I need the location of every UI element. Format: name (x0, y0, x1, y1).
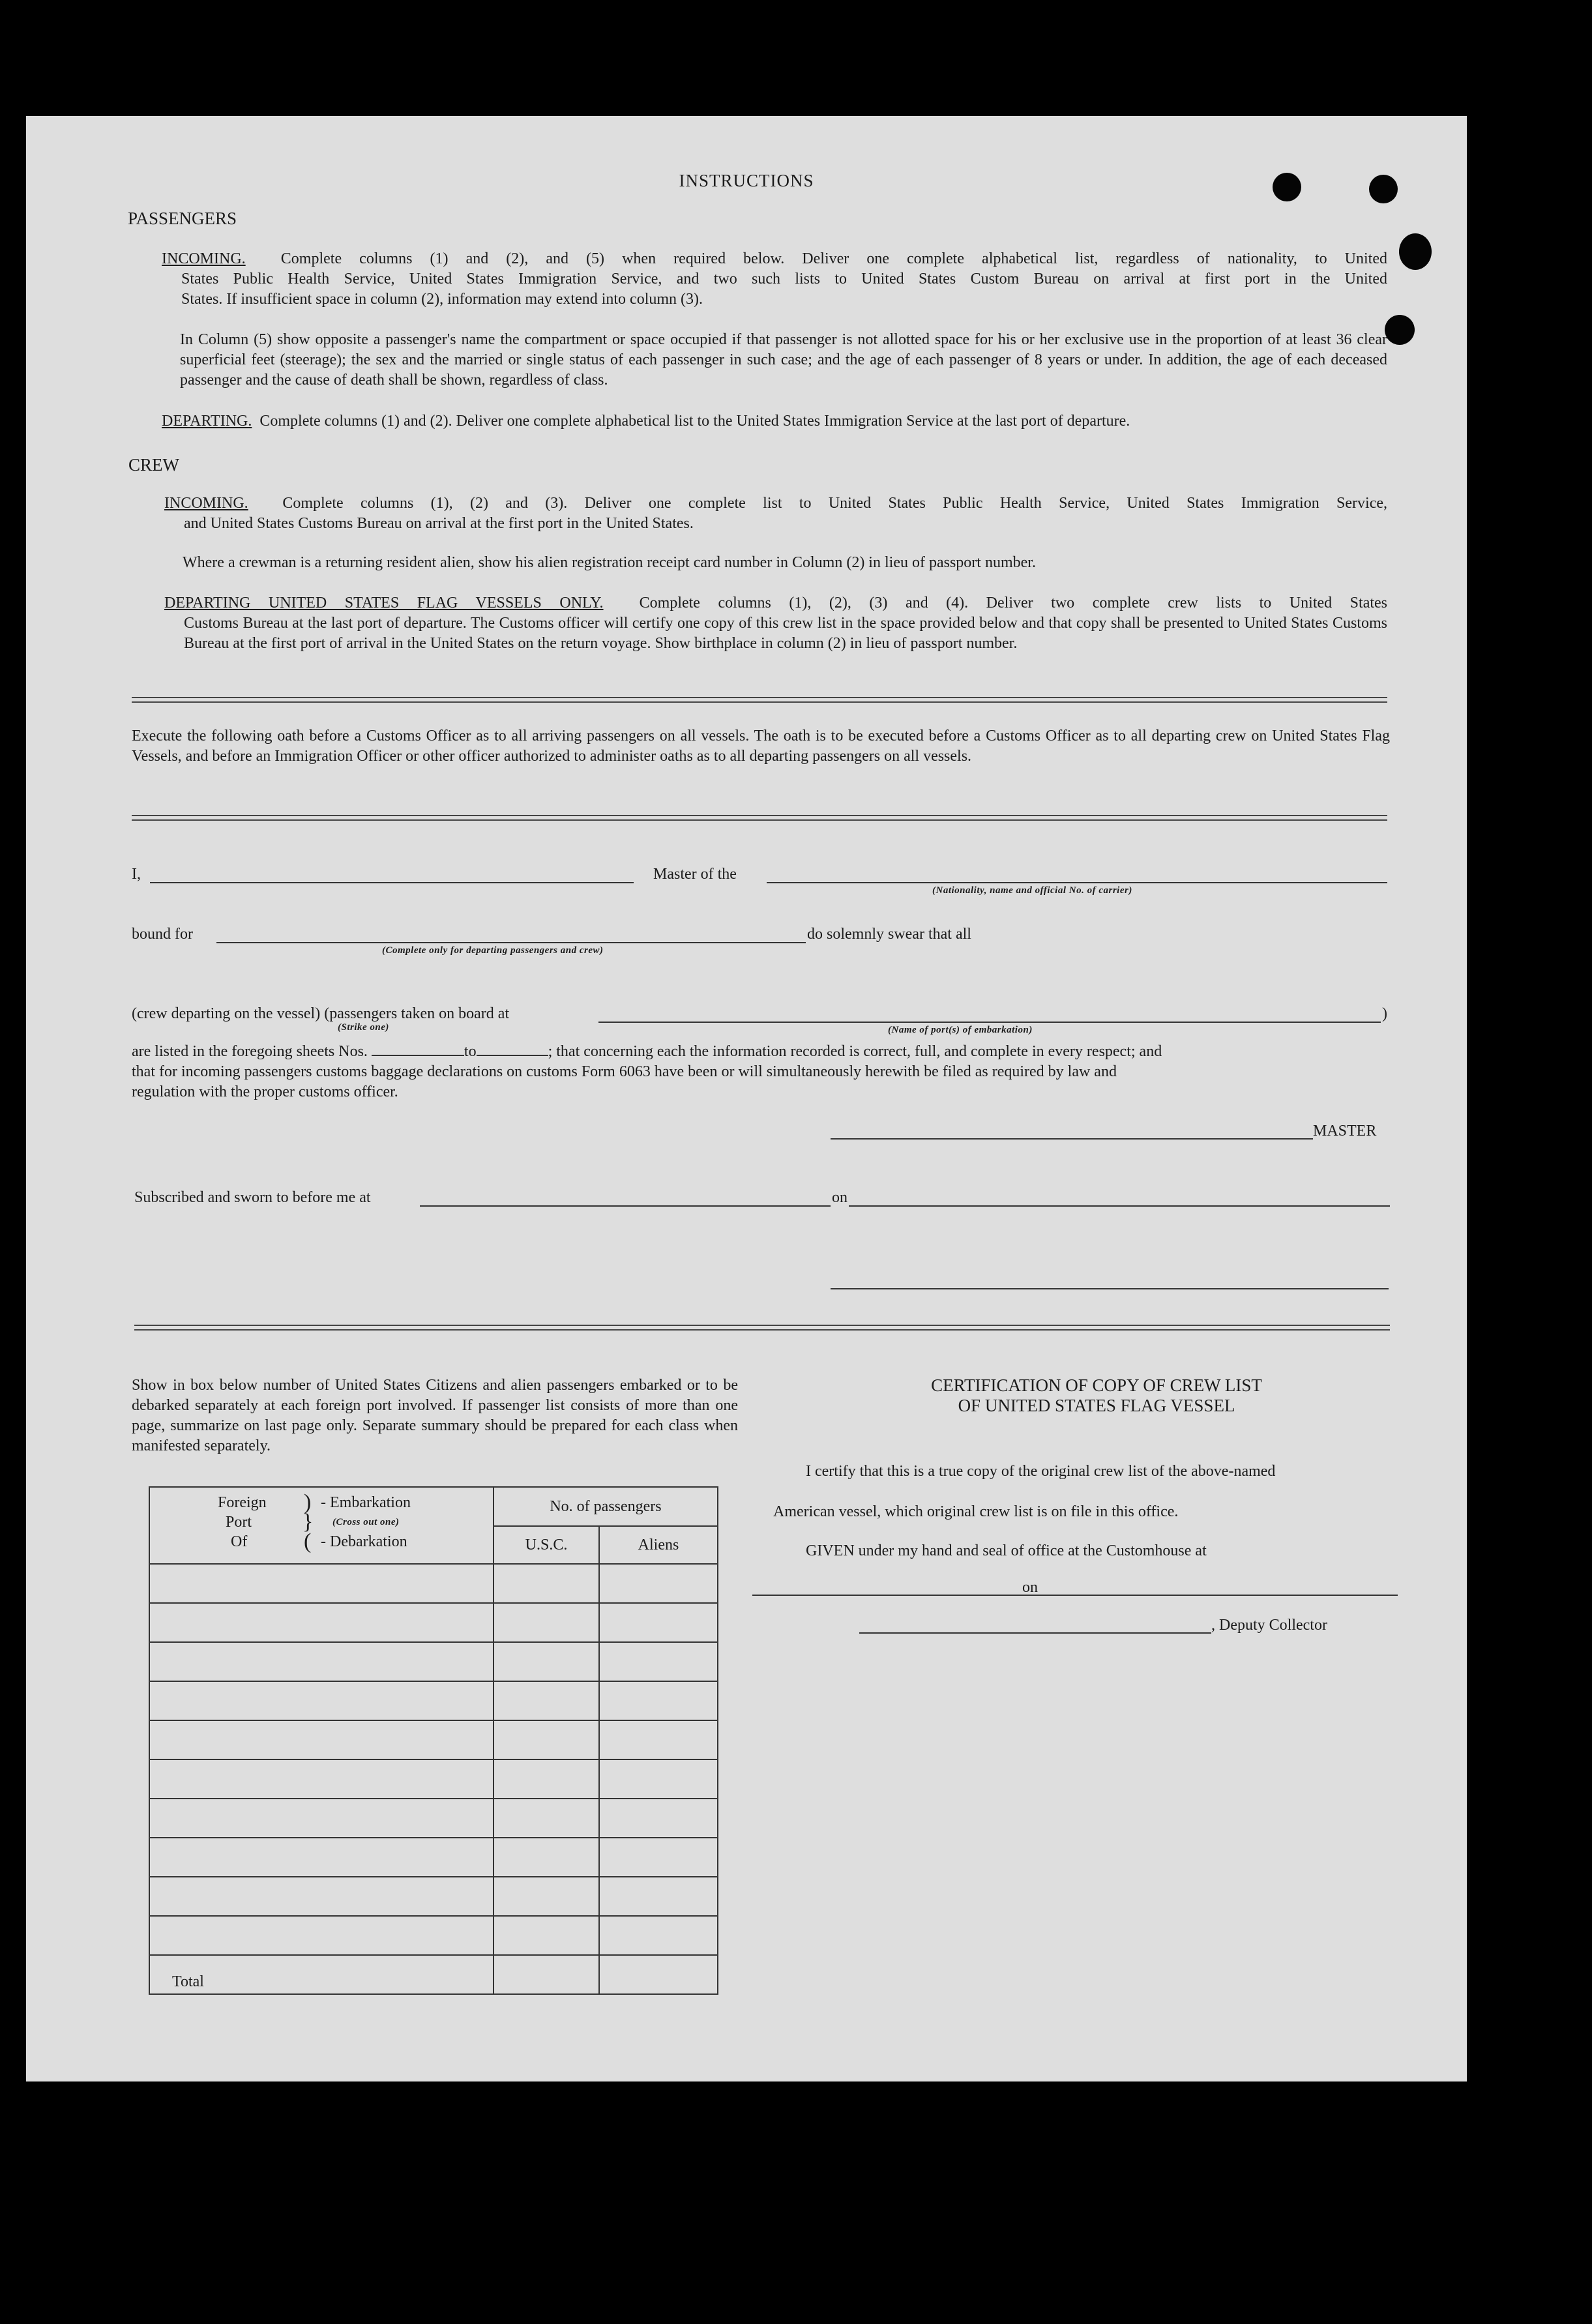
crew-passengers-label: (crew departing on the vessel) (passengers taken on board at (132, 1005, 510, 1022)
crew-incoming-line1: Complete columns (1), (2) and (3). Deliver one complete list to United States Public Health Service, United States Immigration Service, (282, 495, 1388, 512)
crew-incoming-label: INCOMING. (164, 495, 248, 512)
bound-for-hint: (Complete only for departing passengers and crew) (382, 945, 604, 956)
certification-line2: American vessel, which original crew list is on file in this office. (773, 1503, 1179, 1520)
certification-line3: GIVEN under my hand and seal of office at the Customhouse at (806, 1542, 1207, 1559)
form-page (26, 116, 1467, 2081)
brace-icon: ) (304, 1490, 312, 1514)
punch-hole (1399, 233, 1432, 270)
table-row (149, 1681, 718, 1720)
passengers-departing (162, 411, 1391, 432)
usc-cell[interactable] (494, 1838, 599, 1877)
divider (134, 1325, 1390, 1331)
aliens-cell[interactable] (599, 1759, 718, 1799)
punch-hole (1385, 315, 1415, 345)
aliens-cell[interactable] (599, 1877, 718, 1916)
crew-departing-label: DEPARTING UNITED STATES FLAG VESSELS ONLY. (164, 595, 604, 611)
crew-departing (164, 593, 1387, 654)
customhouse-field[interactable] (752, 1595, 1048, 1596)
usc-cell[interactable] (494, 1877, 599, 1916)
passenger-summary-table (149, 1486, 718, 1995)
carrier-field[interactable] (767, 882, 1387, 883)
sheet-to-field[interactable] (477, 1055, 548, 1056)
usc-total-cell[interactable] (494, 1955, 599, 1994)
port-cell[interactable] (149, 1720, 494, 1759)
usc-cell[interactable] (494, 1642, 599, 1681)
carrier-hint: (Nationality, name and official No. of carrier) (932, 885, 1132, 896)
of-label: Of (231, 1533, 248, 1550)
table-row (149, 1799, 718, 1838)
passengers-incoming (162, 249, 1387, 310)
port-label: Port (226, 1514, 252, 1531)
officer-signature-field[interactable] (831, 1288, 1389, 1289)
master-label: MASTER (1313, 1123, 1377, 1140)
aliens-cell[interactable] (599, 1838, 718, 1877)
aliens-cell[interactable] (599, 1564, 718, 1603)
passengers-incoming-line2: States Public Health Service, United States Immigration Service, and two such lists to United States Custom Bureau on arrival at first port in the United (181, 271, 1387, 287)
usc-cell[interactable] (494, 1564, 599, 1603)
aliens-total-cell[interactable] (599, 1955, 718, 1994)
usc-cell[interactable] (494, 1681, 599, 1720)
usc-cell[interactable] (494, 1799, 599, 1838)
usc-cell[interactable] (494, 1720, 599, 1759)
embarkation-ports-field[interactable] (598, 1022, 1381, 1023)
usc-cell[interactable] (494, 1759, 599, 1799)
passengers-incoming-line3: States. If insufficient space in column (2), information may extend into column (3). (181, 291, 703, 308)
foreign-label: Foreign (218, 1494, 267, 1511)
aliens-header: Aliens (599, 1526, 718, 1564)
crew-incoming (164, 493, 1387, 534)
passengers-incoming-label: INCOMING. (162, 250, 246, 267)
listed-rest: ; that concerning each the information recorded is correct, full, and complete in every respect; and (548, 1043, 1162, 1060)
passengers-heading: PASSENGERS (128, 209, 237, 228)
brace-icon: ( (304, 1529, 312, 1553)
port-cell[interactable] (149, 1681, 494, 1720)
table-row (149, 1877, 718, 1916)
port-cell[interactable] (149, 1759, 494, 1799)
port-cell[interactable] (149, 1916, 494, 1955)
certification-title-line2: OF UNITED STATES FLAG VESSEL (958, 1396, 1235, 1415)
sheet-from-field[interactable] (372, 1055, 464, 1056)
table-row (149, 1838, 718, 1877)
debarkation-option[interactable]: - Debarkation (321, 1533, 407, 1550)
port-cell[interactable] (149, 1642, 494, 1681)
divider (132, 815, 1387, 821)
port-cell[interactable] (149, 1838, 494, 1877)
passengers-column5-paragraph: In Column (5) show opposite a passenger's name the compartment or space occupied if that passenger is not allotted space for his or her exclusive use in the proportion of at least 36 clear superficial feet (steerage); the sex and the married or single status of each passenger in such case; and the age of each passenger of 8 years or under. In addition, the age of each deceased passenger and the cause of death shall be shown, regardless of class. (180, 331, 1387, 389)
table-row (149, 1642, 718, 1681)
usc-cell[interactable] (494, 1916, 599, 1955)
crew-incoming-line2: and United States Customs Bureau on arrival at the first port in the United States. (184, 515, 694, 532)
listed-line3: regulation with the proper customs officer. (132, 1083, 398, 1100)
certification-line1: I certify that this is a true copy of the original crew list of the above-named (806, 1463, 1276, 1480)
to-label: to (464, 1043, 477, 1060)
crew-resident-paragraph: Where a crewman is a returning resident alien, show his alien registration receipt card number in Column (2) in lieu of passport number. (183, 554, 1036, 571)
passengers-incoming-line1: Complete columns (1) and (2), and (5) when required below. Deliver one complete alphabetical list, regardless of nationality, to United (280, 250, 1388, 267)
ports-hint: (Name of port(s) of embarkation) (888, 1025, 1033, 1035)
strike-hint: (Strike one) (338, 1022, 389, 1033)
passengers-departing-label: DEPARTING. (162, 413, 252, 430)
master-signature-field[interactable] (831, 1138, 1313, 1140)
table-row (149, 1603, 718, 1642)
aliens-cell[interactable] (599, 1603, 718, 1642)
aliens-cell[interactable] (599, 1916, 718, 1955)
oath-instructions: Execute the following oath before a Customs Officer as to all arriving passengers on all vessels. The oath is to be executed before a Customs Officer as to all departing crew on United States Flag Vessels, and before an Immigration Officer or other officer authorized to administer oaths as to all departing passengers on all vessels. (132, 728, 1390, 765)
crew-heading: CREW (128, 455, 179, 475)
aliens-cell[interactable] (599, 1720, 718, 1759)
subscribed-label: Subscribed and sworn to before me at (134, 1189, 371, 1206)
aliens-cell[interactable] (599, 1681, 718, 1720)
close-paren: ) (1382, 1005, 1387, 1022)
aliens-cell[interactable] (599, 1799, 718, 1838)
divider (132, 697, 1387, 703)
sworn-on-label: on (832, 1189, 848, 1206)
port-cell[interactable] (149, 1799, 494, 1838)
usc-cell[interactable] (494, 1603, 599, 1642)
usc-header: U.S.C. (494, 1526, 599, 1564)
master-of-label: Master of the (653, 866, 737, 883)
listed-label: are listed in the foregoing sheets Nos. (132, 1043, 368, 1060)
table-row (149, 1564, 718, 1603)
master-name-field[interactable] (150, 882, 634, 883)
crew-departing-line1: Complete columns (1), (2), (3) and (4). Deliver two complete crew lists to United States (639, 595, 1388, 611)
cross-out-hint: (Cross out one) (332, 1517, 400, 1527)
total-row (149, 1955, 718, 1994)
no-of-passengers-header: No. of passengers (494, 1487, 718, 1526)
certification-date-field[interactable] (1043, 1595, 1398, 1596)
table-row (149, 1916, 718, 1955)
port-cell[interactable] (149, 1877, 494, 1916)
table-row (149, 1720, 718, 1759)
embarkation-option[interactable]: - Embarkation (321, 1494, 411, 1511)
total-label: Total (149, 1955, 494, 1994)
bound-for-label: bound for (132, 926, 193, 943)
table-row (149, 1759, 718, 1799)
sworn-place-field[interactable] (420, 1205, 831, 1207)
oath-i-label: I, (132, 866, 141, 883)
certification-title (797, 1375, 1396, 1416)
swear-text: do solemnly swear that all (807, 926, 971, 943)
certification-title-line1: CERTIFICATION OF COPY OF CREW LIST (931, 1375, 1262, 1395)
sworn-date-field[interactable] (849, 1205, 1390, 1207)
summary-instructions: Show in box below number of United States Citizens and alien passengers embarked or to be debarked separately at each foreign port involved. If passenger list consists of more than one page, summarize on last page only. Separate summary should be prepared for each class when manifested separately. (132, 1377, 738, 1454)
page-title: INSTRUCTIONS (679, 171, 814, 190)
certification-on-label: on (1022, 1579, 1038, 1596)
foreign-port-header (149, 1487, 494, 1564)
deputy-collector-label: , Deputy Collector (1211, 1617, 1327, 1634)
bound-for-field[interactable] (216, 942, 806, 943)
crew-departing-rest: Customs Bureau at the last port of departure. The Customs officer will certify one copy of this crew list in the space provided below and that copy shall be presented to United States Customs Bureau at the first port of arrival in the United States on the return voyage. Show birthplace in column (2) in lieu of passport number. (184, 615, 1387, 652)
deputy-collector-signature-field[interactable] (859, 1632, 1211, 1634)
oath-statement (132, 1042, 1393, 1102)
brace-icon: } (302, 1510, 314, 1534)
aliens-cell[interactable] (599, 1642, 718, 1681)
port-cell[interactable] (149, 1603, 494, 1642)
port-cell[interactable] (149, 1564, 494, 1603)
passengers-departing-text: Complete columns (1) and (2). Deliver one complete alphabetical list to the United States Immigration Service at the last port of departure. (259, 413, 1130, 430)
listed-line2: that for incoming passengers customs baggage declarations on customs Form 6063 have been or will simultaneously herewith be filed as required by law and (132, 1063, 1117, 1080)
